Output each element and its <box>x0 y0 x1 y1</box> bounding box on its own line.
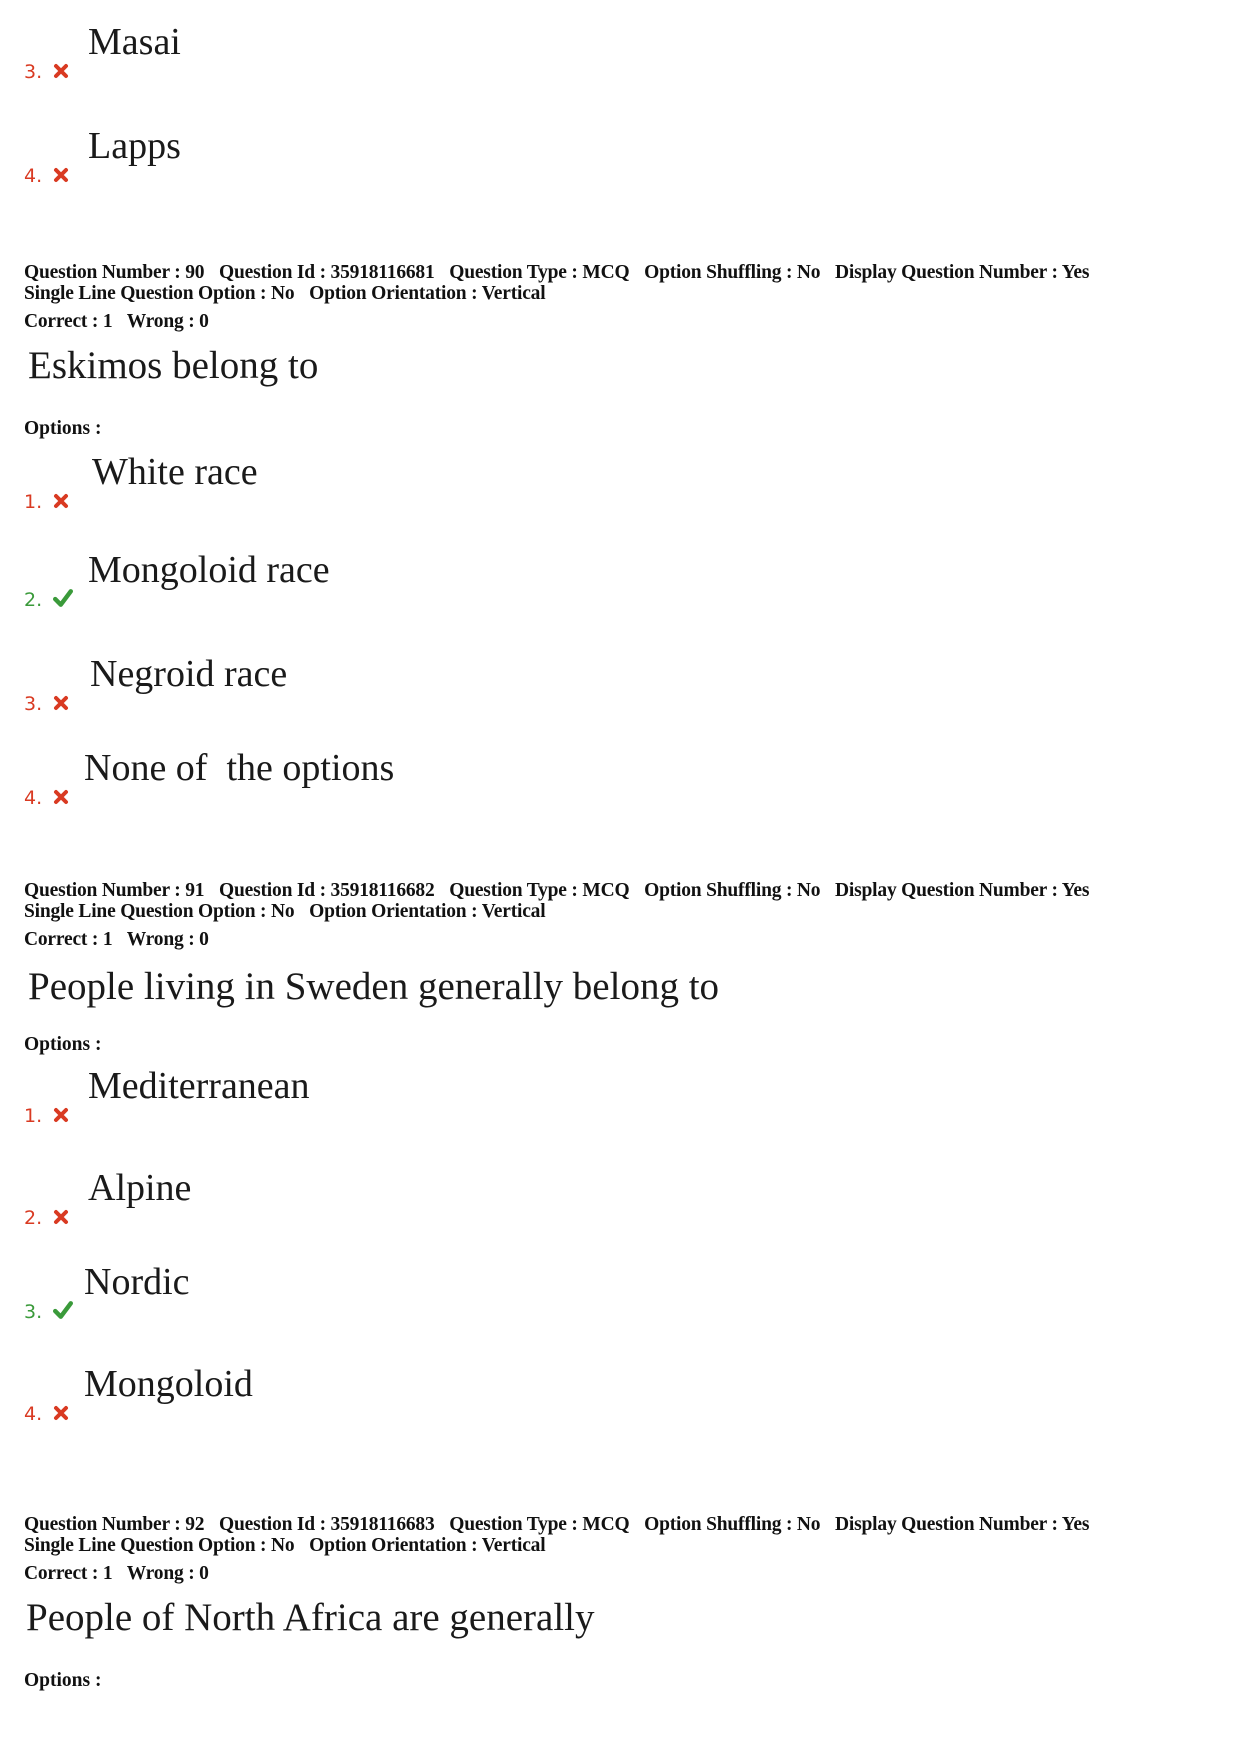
question-meta-line <box>24 1514 1099 1535</box>
option-number: 3. <box>24 61 43 83</box>
cross-icon <box>52 694 70 712</box>
question-text: People of North Africa are generally <box>26 1596 595 1639</box>
correct-marks: Correct : 1 <box>24 311 113 332</box>
option-number: 3. <box>24 1301 43 1323</box>
single-line-option: Single Line Question Option : No <box>24 1535 295 1556</box>
option-orientation: Option Orientation : Vertical <box>309 901 546 922</box>
option-row <box>24 452 924 512</box>
wrong-marks: Wrong : 0 <box>126 1563 209 1584</box>
cross-icon <box>52 62 70 80</box>
question-type: Question Type : MCQ <box>449 880 630 901</box>
option-number: 1. <box>24 491 43 513</box>
question-number: Question Number : 91 <box>24 880 205 901</box>
option-shuffling: Option Shuffling : No <box>644 880 821 901</box>
question-number: Question Number : 90 <box>24 262 205 283</box>
option-text: Masai <box>88 21 181 63</box>
question-meta-line <box>24 1535 555 1556</box>
wrong-marks: Wrong : 0 <box>126 929 209 950</box>
option-row <box>24 550 924 610</box>
option-row <box>24 1262 924 1322</box>
option-text: Mongoloid <box>84 1363 253 1405</box>
cross-icon <box>52 1106 70 1124</box>
option-row <box>24 22 924 82</box>
display-question-number: Display Question Number : Yes <box>835 262 1090 283</box>
question-id: Question Id : 35918116682 <box>219 880 435 901</box>
correct-marks: Correct : 1 <box>24 929 113 950</box>
option-shuffling: Option Shuffling : No <box>644 1514 821 1535</box>
question-number: Question Number : 92 <box>24 1514 205 1535</box>
options-label: Options : <box>24 1034 102 1055</box>
cross-icon <box>52 1404 70 1422</box>
question-text: Eskimos belong to <box>28 344 319 387</box>
cross-icon <box>52 166 70 184</box>
question-id: Question Id : 35918116683 <box>219 1514 435 1535</box>
option-number: 4. <box>24 1403 43 1425</box>
option-text: Lapps <box>88 125 181 167</box>
option-number: 4. <box>24 165 43 187</box>
single-line-option: Single Line Question Option : No <box>24 283 295 304</box>
question-meta-line <box>24 283 555 304</box>
marks-line <box>24 1563 219 1584</box>
option-orientation: Option Orientation : Vertical <box>309 283 546 304</box>
option-text: Negroid race <box>90 653 288 695</box>
check-icon <box>52 588 74 608</box>
question-meta-line <box>24 901 555 922</box>
option-text: Mediterranean <box>88 1065 310 1107</box>
option-number: 3. <box>24 693 43 715</box>
option-text: Nordic <box>84 1261 190 1303</box>
question-text: People living in Sweden generally belong to <box>28 965 720 1008</box>
option-number: 1. <box>24 1105 43 1127</box>
correct-marks: Correct : 1 <box>24 1563 113 1584</box>
wrong-marks: Wrong : 0 <box>126 311 209 332</box>
option-orientation: Option Orientation : Vertical <box>309 1535 546 1556</box>
question-meta-line <box>24 880 1099 901</box>
option-row <box>24 126 924 186</box>
display-question-number: Display Question Number : Yes <box>835 880 1090 901</box>
marks-line <box>24 311 219 332</box>
options-label: Options : <box>24 418 102 439</box>
option-row <box>24 654 924 714</box>
question-id: Question Id : 35918116681 <box>219 262 435 283</box>
option-row <box>24 748 924 808</box>
cross-icon <box>52 1208 70 1226</box>
option-row <box>24 1364 924 1424</box>
option-number: 4. <box>24 787 43 809</box>
question-type: Question Type : MCQ <box>449 262 630 283</box>
option-number: 2. <box>24 589 43 611</box>
option-text: None of the options <box>84 747 395 789</box>
option-row <box>24 1066 924 1126</box>
option-text: Mongoloid race <box>88 549 330 591</box>
cross-icon <box>52 492 70 510</box>
option-text: White race <box>92 451 258 493</box>
single-line-option: Single Line Question Option : No <box>24 901 295 922</box>
cross-icon <box>52 788 70 806</box>
question-type: Question Type : MCQ <box>449 1514 630 1535</box>
option-text: Alpine <box>88 1167 192 1209</box>
check-icon <box>52 1300 74 1320</box>
options-label: Options : <box>24 1670 102 1691</box>
display-question-number: Display Question Number : Yes <box>835 1514 1090 1535</box>
option-number: 2. <box>24 1207 43 1229</box>
marks-line <box>24 929 219 950</box>
option-row <box>24 1168 924 1228</box>
option-shuffling: Option Shuffling : No <box>644 262 821 283</box>
question-meta-line <box>24 262 1099 283</box>
